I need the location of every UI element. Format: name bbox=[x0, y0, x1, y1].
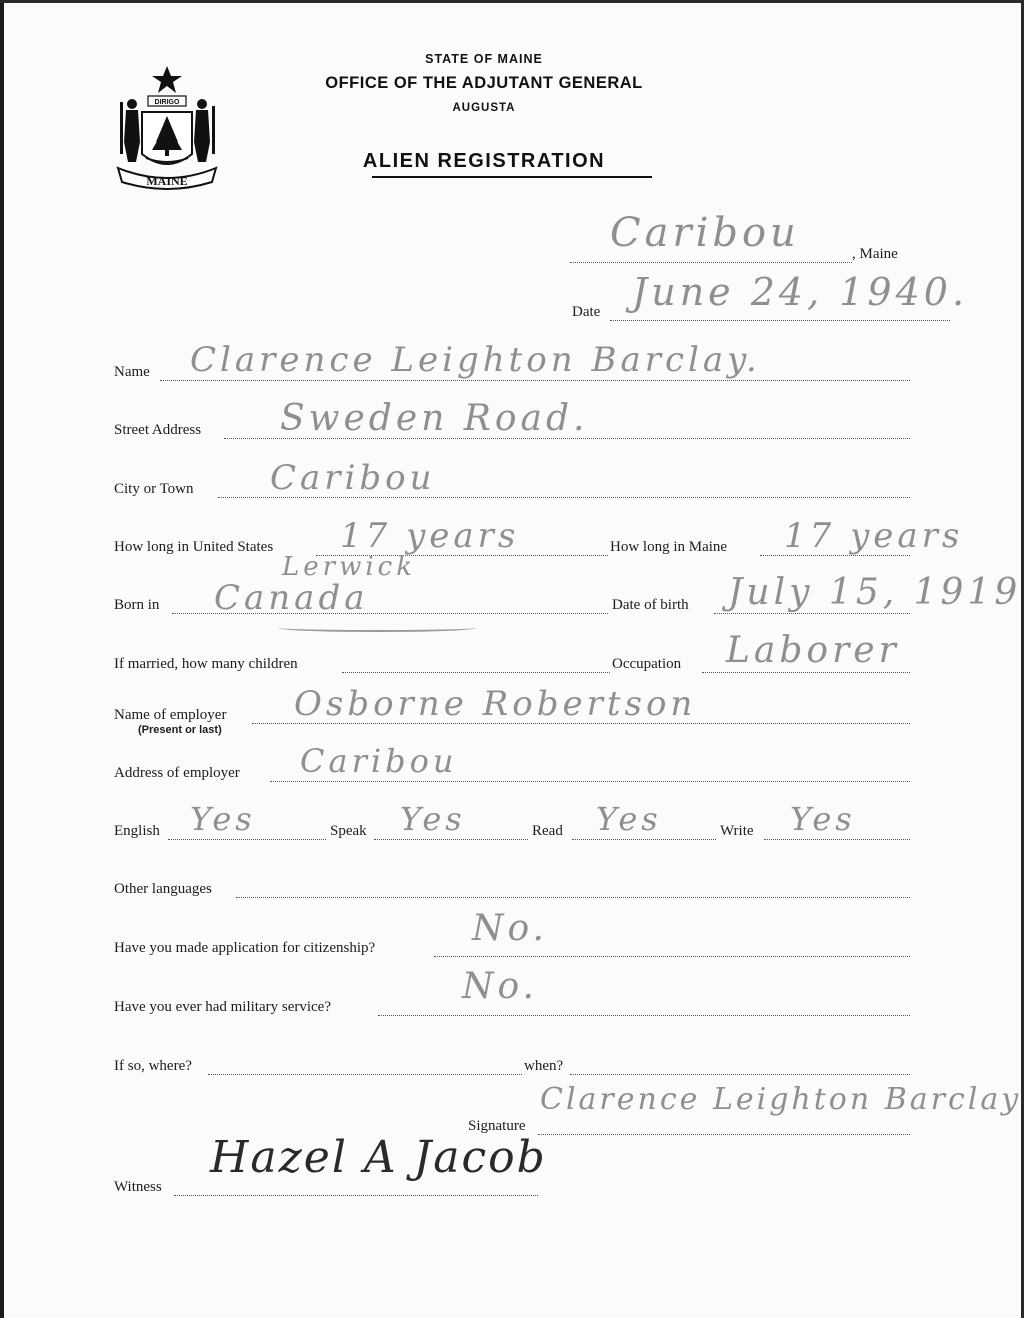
city-entry: Caribou bbox=[270, 458, 436, 498]
date-of-birth-line bbox=[714, 613, 910, 614]
military-line bbox=[378, 1015, 910, 1016]
speak-entry: Yes bbox=[400, 800, 466, 838]
other-languages-line bbox=[236, 897, 910, 898]
how-long-maine-label: How long in Maine bbox=[610, 539, 728, 555]
town-entry: Caribou bbox=[610, 210, 800, 256]
scan-border-left bbox=[0, 0, 4, 1318]
military-entry: No. bbox=[462, 966, 538, 1007]
where-label: If so, where? bbox=[114, 1058, 192, 1074]
read-line bbox=[572, 839, 716, 840]
write-label: Write bbox=[720, 823, 754, 839]
when-line bbox=[570, 1074, 910, 1075]
employer-address-entry: Caribou bbox=[300, 742, 458, 780]
write-line bbox=[764, 839, 910, 840]
witness-label: Witness bbox=[114, 1179, 162, 1195]
occupation-line bbox=[702, 672, 910, 673]
how-long-maine-entry: 17 years bbox=[784, 516, 964, 556]
name-line bbox=[160, 380, 910, 381]
witness-line bbox=[174, 1195, 538, 1196]
employer-entry: Osborne Robertson bbox=[294, 684, 697, 724]
scan-border-top bbox=[0, 0, 1024, 3]
date-of-birth-label: Date of birth bbox=[612, 597, 689, 613]
born-in-entry: Canada bbox=[214, 578, 369, 618]
other-languages-label: Other languages bbox=[114, 881, 212, 897]
maine-label: , Maine bbox=[852, 246, 898, 262]
employer-sublabel: (Present or last) bbox=[138, 724, 222, 736]
date-of-birth-entry: July 15, 1919 bbox=[728, 572, 1022, 613]
signature-entry: Clarence Leighton Barclay bbox=[540, 1082, 1022, 1117]
name-label: Name bbox=[114, 364, 150, 380]
title-underline bbox=[372, 176, 652, 178]
state-heading: STATE OF MAINE bbox=[425, 52, 543, 66]
date-label: Date bbox=[572, 304, 601, 320]
signature-label: Signature bbox=[468, 1118, 526, 1134]
english-line bbox=[168, 839, 326, 840]
witness-entry: Hazel A Jacob bbox=[210, 1132, 547, 1183]
signature-line bbox=[538, 1134, 910, 1135]
occupation-entry: Laborer bbox=[726, 630, 900, 671]
read-label: Read bbox=[532, 823, 563, 839]
where-line bbox=[208, 1074, 522, 1075]
form-title: ALIEN REGISTRATION bbox=[362, 150, 606, 172]
seal-ribbon-text: MAINE bbox=[146, 174, 188, 188]
citizenship-label: Have you made application for citizenship? bbox=[114, 940, 376, 956]
street-label: Street Address bbox=[114, 422, 202, 438]
write-entry: Yes bbox=[790, 800, 856, 838]
military-label: Have you ever had military service? bbox=[114, 999, 331, 1015]
employer-address-line bbox=[270, 781, 910, 782]
name-entry: Clarence Leighton Barclay. bbox=[190, 340, 761, 380]
town-line bbox=[570, 262, 852, 263]
speak-label: Speak bbox=[330, 823, 367, 839]
children-line bbox=[342, 672, 610, 673]
english-entry: Yes bbox=[190, 800, 256, 838]
citizenship-line bbox=[434, 956, 910, 957]
citizenship-entry: No. bbox=[472, 908, 548, 949]
office-heading: OFFICE OF THE ADJUTANT GENERAL bbox=[325, 74, 643, 92]
born-in-label: Born in bbox=[114, 597, 160, 613]
how-long-us-label: How long in United States bbox=[114, 539, 274, 555]
employer-label: Name of employer bbox=[114, 707, 227, 723]
speak-line bbox=[374, 839, 528, 840]
svg-text:DIRIGO: DIRIGO bbox=[154, 99, 180, 106]
date-line bbox=[610, 320, 950, 321]
city-heading: AUGUSTA bbox=[452, 102, 516, 114]
date-entry: June 24, 1940. bbox=[632, 270, 969, 314]
children-label: If married, how many children bbox=[114, 656, 298, 672]
read-entry: Yes bbox=[596, 800, 662, 838]
how-long-us-entry: 17 years bbox=[340, 516, 520, 556]
street-entry: Sweden Road. bbox=[280, 398, 589, 439]
city-label: City or Town bbox=[114, 481, 194, 497]
born-in-above-entry: Lerwick bbox=[282, 552, 416, 582]
born-in-underline bbox=[278, 624, 476, 632]
english-label: English bbox=[114, 823, 160, 839]
occupation-label: Occupation bbox=[612, 656, 682, 672]
employer-address-label: Address of employer bbox=[114, 765, 240, 781]
when-label: when? bbox=[524, 1058, 564, 1074]
